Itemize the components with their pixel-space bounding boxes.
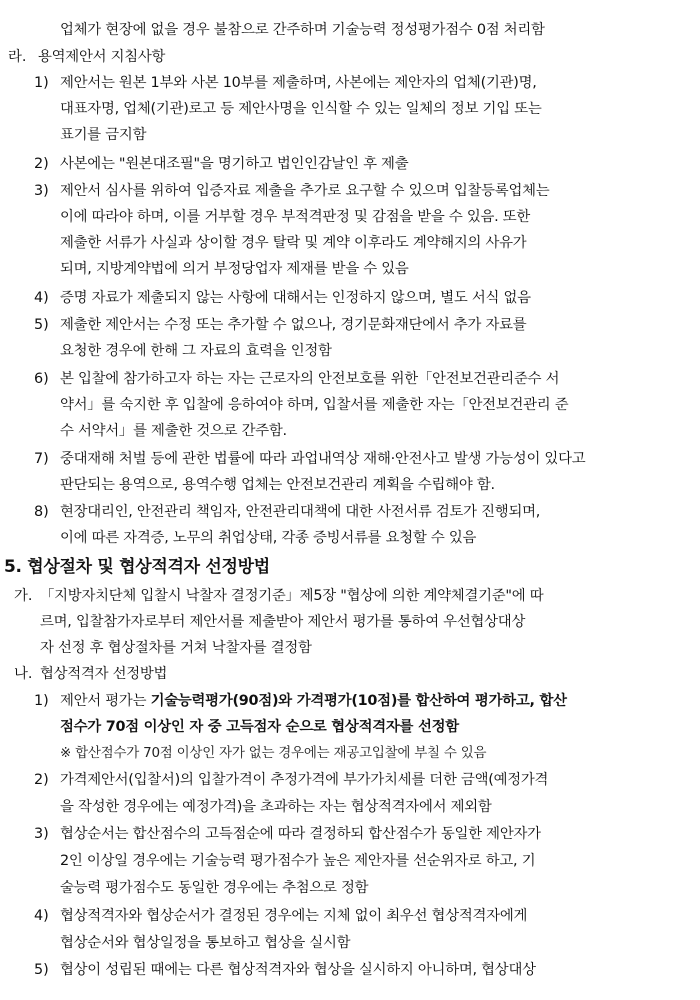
item-number: 6) bbox=[34, 371, 49, 387]
section-ga-marker: 가. bbox=[14, 588, 33, 604]
item-text-line: 협상순서와 협상일정을 통보하고 협상을 실시함 bbox=[60, 935, 351, 951]
item-text-line bbox=[60, 691, 567, 711]
item-number: 1) bbox=[34, 75, 49, 91]
item-text-line: 협상적격자와 협상순서가 결정된 경우에는 지체 없이 최우선 협상적격자에게 bbox=[60, 908, 528, 924]
paragraph-line: 「지방자치단체 입찰시 낙찰자 결정기준」제5장 "협상에 의한 계약체결기준"에 따 bbox=[40, 588, 544, 604]
item-text-line: 요청한 경우에 한해 그 자료의 효력을 인정함 bbox=[60, 343, 332, 359]
plain-text: 제안서 평가는 bbox=[60, 693, 151, 709]
section-na-title: 협상적격자 선정방법 bbox=[40, 666, 168, 682]
bold-text: 기술능력평가(90점)와 가격평가(10점)를 합산하여 평가하고, 합산 bbox=[150, 693, 567, 709]
item-number: 4) bbox=[34, 908, 49, 924]
item-text-line: 되며, 지방계약법에 의거 부정당업자 제재를 받을 수 있음 bbox=[60, 261, 409, 277]
item-number: 5) bbox=[34, 962, 49, 978]
item-text-line: 협상이 성립된 때에는 다른 협상적격자와 협상을 실시하지 아니하며, 협상대상 bbox=[60, 962, 536, 978]
paragraph-line: 르며, 입찰참가자로부터 제안서를 제출받아 제안서 평가를 통하여 우선협상대상 bbox=[40, 614, 526, 630]
item-text-line: 술능력 평가점수도 동일한 경우에는 추첨으로 정함 bbox=[60, 880, 369, 896]
item-text-line: 2인 이상일 경우에는 기술능력 평가점수가 높은 제안자를 선순위자로 하고, 기 bbox=[60, 853, 536, 869]
item-text-line: 수 서약서」를 제출한 것으로 간주함. bbox=[60, 423, 287, 439]
item-text-line: 표기를 금지함 bbox=[60, 127, 147, 143]
continuation-line: 업체가 현장에 없을 경우 불참으로 간주하며 기술능력 정성평가점수 0점 처리함 bbox=[60, 22, 545, 38]
item-text-line: 이에 따른 자격증, 노무의 취업상태, 각종 증빙서류를 요청할 수 있음 bbox=[60, 530, 477, 546]
item-text-line: 가격제안서(입찰서)의 입찰가격이 추정가격에 부가가치세를 더한 금액(예정가격 bbox=[60, 772, 549, 788]
item-text-line: 약서」를 숙지한 후 입찰에 응하여야 하며, 입찰서를 제출한 자는「안전보건관리 준 bbox=[60, 397, 569, 413]
section-na-marker: 나. bbox=[14, 666, 33, 682]
item-text-line: 사본에는 "원본대조필"을 명기하고 법인인감날인 후 제출 bbox=[60, 156, 409, 172]
item-number: 8) bbox=[34, 504, 49, 520]
note-line: ※ 합산점수가 70점 이상인 자가 없는 경우에는 재공고입찰에 부칠 수 있음 bbox=[60, 745, 487, 761]
item-number: 4) bbox=[34, 290, 49, 306]
section-heading: 5. 협상절차 및 협상적격자 선정방법 bbox=[4, 557, 270, 577]
item-text-line: 을 작성한 경우에는 예정가격)을 초과하는 자는 협상적격자에서 제외함 bbox=[60, 799, 492, 815]
item-number: 3) bbox=[34, 183, 49, 199]
item-number: 3) bbox=[34, 826, 49, 842]
item-number: 7) bbox=[34, 451, 49, 467]
item-text-line: 중대재해 처벌 등에 관한 법률에 따라 과업내역상 재해·안전사고 발생 가능성이 있다고 bbox=[60, 451, 586, 467]
item-text-line: 현장대리인, 안전관리 책임자, 안전관리대책에 대한 사전서류 검토가 진행되며, bbox=[60, 504, 541, 520]
item-text-line: 제출한 서류가 사실과 상이할 경우 탈락 및 계약 이후라도 계약해지의 사유가 bbox=[60, 235, 527, 251]
item-text-line: 이에 따라야 하며, 이를 거부할 경우 부적격판정 및 감점을 받을 수 있음. 또한 bbox=[60, 209, 531, 225]
section-ra-marker: 라. bbox=[8, 49, 27, 65]
item-text-line: 본 입찰에 참가하고자 하는 자는 근로자의 안전보호를 위한「안전보건관리준수 서 bbox=[60, 371, 560, 387]
item-text-line: 증명 자료가 제출되지 않는 사항에 대해서는 인정하지 않으며, 별도 서식 없음 bbox=[60, 290, 531, 306]
item-text-line: 판단되는 용역으로, 용역수행 업체는 안전보건관리 계획을 수립해야 함. bbox=[60, 477, 495, 493]
bold-text-line: 점수가 70점 이상인 자 중 고득점자 순으로 협상적격자를 선정함 bbox=[60, 719, 459, 735]
item-text-line: 협상순서는 합산점수의 고득점순에 따라 결정하되 합산점수가 동일한 제안자가 bbox=[60, 826, 541, 842]
item-text-line: 대표자명, 업체(기관)로고 등 제안사명을 인식할 수 있는 일체의 정보 기입 또는 bbox=[60, 101, 542, 117]
item-number: 5) bbox=[34, 317, 49, 333]
item-text-line: 제안서는 원본 1부와 사본 10부를 제출하며, 사본에는 제안자의 업체(기관)명, bbox=[60, 75, 537, 91]
paragraph-line: 자 선정 후 협상절차를 거쳐 낙찰자를 결정함 bbox=[40, 640, 312, 656]
item-text-line: 제출한 제안서는 수정 또는 추가할 수 없으나, 경기문화재단에서 추가 자료를 bbox=[60, 317, 527, 333]
item-text-line: 제안서 심사를 위하여 입증자료 제출을 추가로 요구할 수 있으며 입찰등록업체는 bbox=[60, 183, 550, 199]
item-number: 2) bbox=[34, 772, 49, 788]
item-number: 1) bbox=[34, 693, 49, 709]
section-ra-title: 용역제안서 지침사항 bbox=[38, 49, 166, 65]
item-number: 2) bbox=[34, 156, 49, 172]
